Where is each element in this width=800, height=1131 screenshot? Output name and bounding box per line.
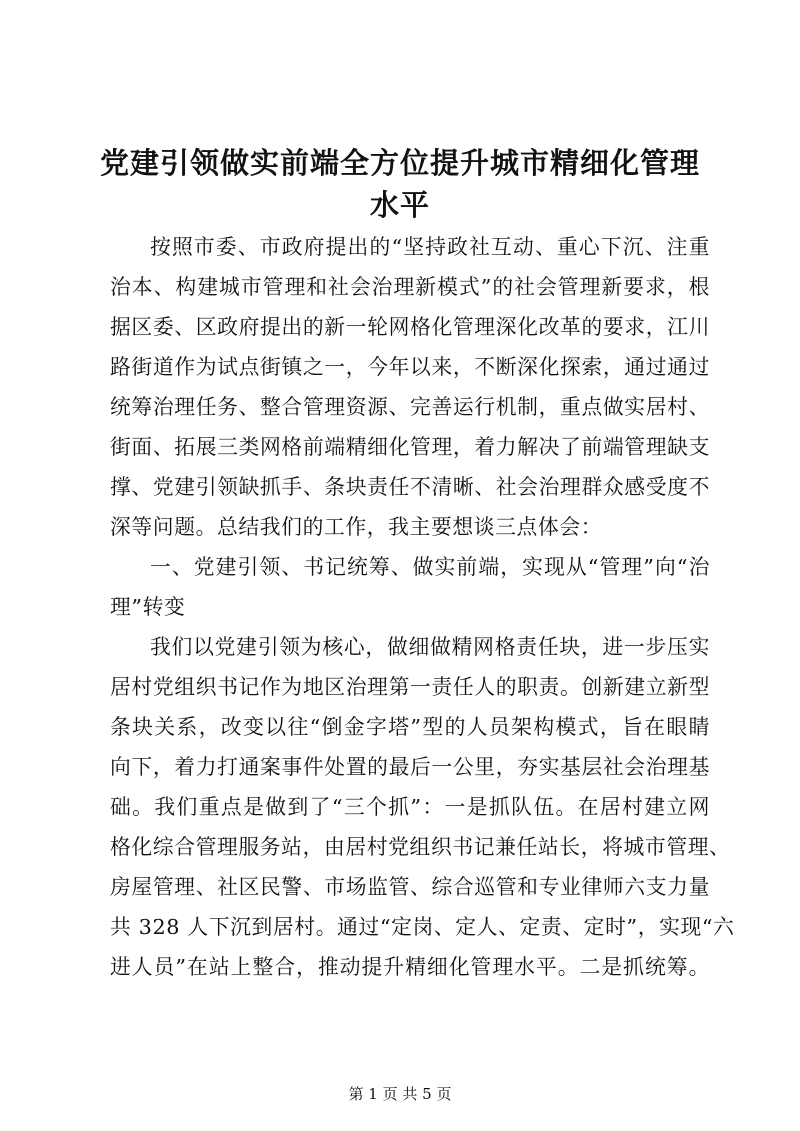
body-line: 统筹治理任务、整合管理资源、完善运行机制，重点做实居村、 <box>110 395 710 419</box>
body-line: 治本、构建城市管理和社会治理新模式”的社会管理新要求，根 <box>110 275 710 299</box>
body-line: 进人员”在站上整合，推动提升精细化管理水平。二是抓统筹。 <box>110 955 710 979</box>
document-title-line-1: 党建引领做实前端全方位提升城市精细化管理 <box>99 146 700 180</box>
body-line: 格化综合管理服务站，由居村党组织书记兼任站长，将城市管理、 <box>110 835 731 859</box>
body-line: 路街道作为试点街镇之一，今年以来，不断深化探索，通过通过 <box>110 355 710 379</box>
section-heading-line: 一、党建引领、书记统筹、做实前端，实现从“管理”向“治 <box>150 555 710 579</box>
body-line: 础。我们重点是做到了“三个抓”：一是抓队伍。在居村建立网 <box>110 795 710 819</box>
body-line: 向下，着力打通案事件处置的最后一公里，夯实基层社会治理基 <box>110 755 710 779</box>
body-line: 撑、党建引领缺抓手、条块责任不清晰、社会治理群众感受度不 <box>110 475 710 499</box>
section-heading-line: 理”转变 <box>110 595 186 619</box>
page-number-footer: 第 1 页 共 5 页 <box>348 1085 452 1103</box>
document-title-line-2: 水平 <box>369 188 430 222</box>
body-line: 街面、拓展三类网格前端精细化管理，着力解决了前端管理缺支 <box>110 435 710 459</box>
body-line: 条块关系，改变以往“倒金字塔”型的人员架构模式，旨在眼睛 <box>110 715 710 739</box>
body-line: 房屋管理、社区民警、市场监管、综合巡管和专业律师六支力量 <box>110 875 710 899</box>
body-line: 我们以党建引领为核心，做细做精网格责任块，进一步压实 <box>150 635 710 659</box>
body-line: 深等问题。总结我们的工作，我主要想谈三点体会： <box>110 515 603 539</box>
body-line: 居村党组织书记作为地区治理第一责任人的职责。创新建立新型 <box>110 675 710 699</box>
body-line: 共 328 人下沉到居村。通过“定岗、定人、定责、定时”，实现“六 <box>110 915 735 939</box>
body-line: 按照市委、市政府提出的“坚持政社互动、重心下沉、注重 <box>150 235 710 259</box>
body-line: 据区委、区政府提出的新一轮网格化管理深化改革的要求，江川 <box>110 315 710 339</box>
